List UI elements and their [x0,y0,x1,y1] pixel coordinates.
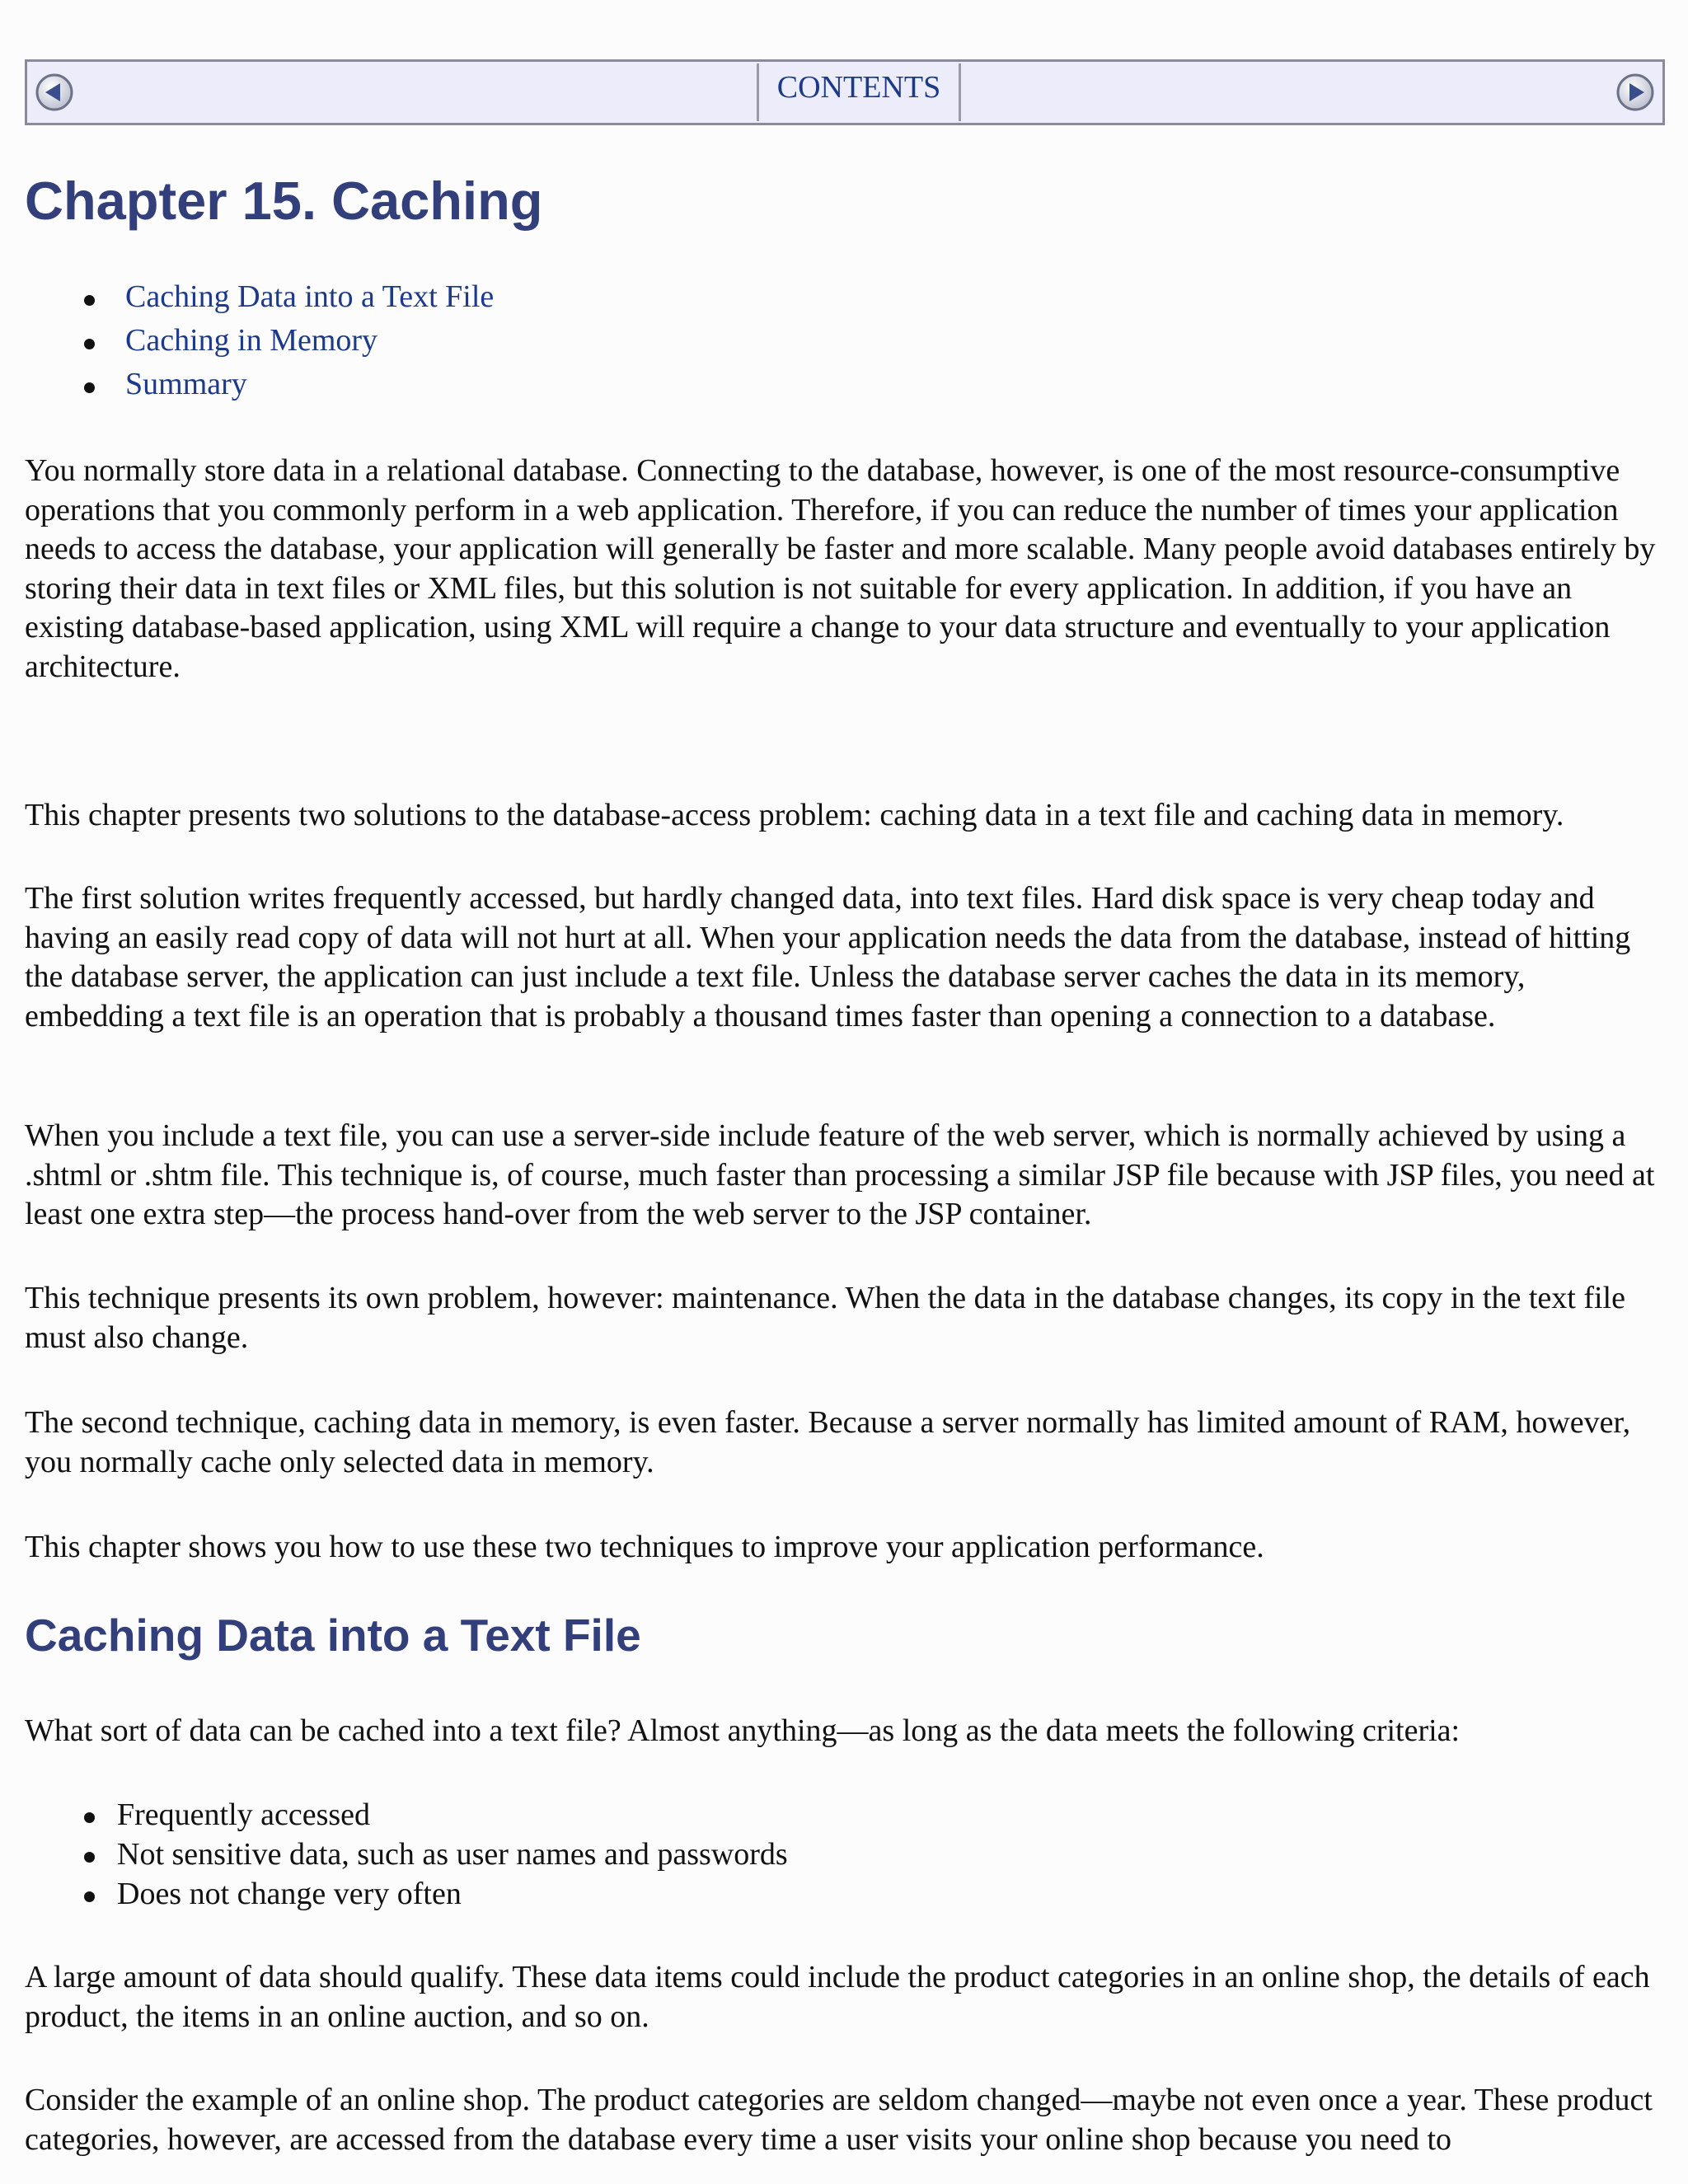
section-paragraph: A large amount of data should qualify. These data items could include the product categories in an online shop, the details of each product, the items in an online auction, and so on. [25,1960,1650,2034]
toc-item [25,275,494,319]
intro-paragraph: This chapter presents two solutions to the database-access problem: caching data in a text file and caching data in memory. [25,798,1564,832]
chapter-title: Chapter 15. Caching [25,171,543,231]
intro-paragraph: The first solution writes frequently accessed, but hardly changed data, into text files. Hard disk space is very cheap today and having an easily read copy of data will not hurt at all. When your application needs the data from the database, instead of hitting the database server, the application can just include a text file. Unless the database server caches the data in its memory, embedding a text file is an operation that is probably a thousand times faster than opening a connection to a database. [25,881,1631,1033]
intro-paragraph: This technique presents its own problem, however: maintenance. When the data in the database changes, its copy in the text file must also change. [25,1281,1625,1355]
toc-link-caching-memory[interactable]: Caching in Memory [125,323,378,358]
criteria-list [25,1795,788,1914]
list-item: Not sensitive data, such as user names and passwords [25,1835,788,1874]
intro-paragraph: When you include a text file, you can use a server-side include feature of the web server, which is normally achieved by using a .shtml or .shtm file. This technique is, of course, much faster than processing a similar JSP file because with JSP files, you need at least one extra step—the process hand-over from the web server to the JSP container. [25,1118,1655,1231]
intro-paragraph: The second technique, caching data in memory, is even faster. Because a server normally has limited amount of RAM, however, you normally cache only selected data in memory. [25,1405,1631,1479]
table-of-contents [25,275,494,406]
intro-paragraph: You normally store data in a relational database. Connecting to the database, however, is one of the most resource-consumptive operations that you commonly perform in a web application. Therefore, if you can reduce the number of times your application needs to access the database, your application will generally be faster and more scalable. Many people avoid databases entirely by storing their data in text files or XML files, but this solution is not suitable for every application. In addition, if you have an existing database-based application, using XML will require a change to your data structure and eventually to your application architecture. [25,453,1656,684]
section-lead: What sort of data can be cached into a text file? Almost anything—as long as the data meets the following criteria: [25,1713,1461,1748]
list-item: Frequently accessed [25,1795,788,1835]
toc-item [25,319,494,363]
intro-paragraph: This chapter shows you how to use these two techniques to improve your application performance. [25,1530,1264,1564]
arrow-right-icon [1615,72,1656,113]
arrow-left-icon [34,72,75,113]
page [25,59,1665,2157]
toc-link-caching-text-file[interactable]: Caching Data into a Text File [125,279,495,314]
next-page-button[interactable] [1615,72,1656,113]
navigation-bar [25,59,1665,125]
toc-item [25,363,494,406]
list-item: Does not change very often [25,1874,788,1914]
toc-link-summary[interactable]: Summary [125,367,247,401]
previous-page-button[interactable] [34,72,75,113]
section-title: Caching Data into a Text File [25,1610,641,1661]
section-paragraph: Consider the example of an online shop. The product categories are seldom changed—maybe not even once a year. These product categories, however, are accessed from the database every time a user visits your online shop because you need to [25,2083,1653,2157]
contents-link[interactable]: CONTENTS [757,63,961,121]
